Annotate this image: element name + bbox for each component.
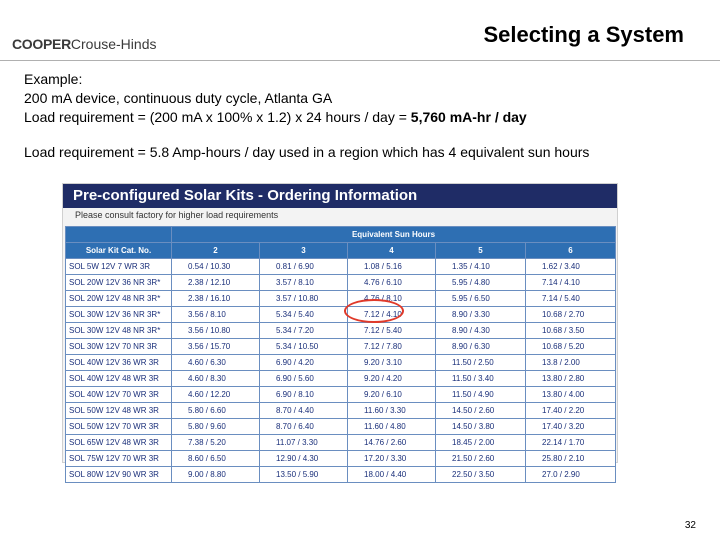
kit-value-cell: 1.08 / 5.16	[348, 259, 436, 275]
kit-value-cell: 3.56 / 15.70	[172, 339, 260, 355]
kit-value-cell: 4.60 / 6.30	[172, 355, 260, 371]
kit-value-cell: 2.38 / 12.10	[172, 275, 260, 291]
kit-value-cell: 25.80 / 2.10	[526, 451, 616, 467]
kit-value-cell: 8.70 / 4.40	[260, 403, 348, 419]
table-row	[66, 451, 616, 467]
kit-value-cell: 7.12 / 4.10	[348, 307, 436, 323]
kit-value-cell: 1.35 / 4.10	[436, 259, 526, 275]
kit-value-cell: 18.00 / 4.40	[348, 467, 436, 483]
table-row	[66, 259, 616, 275]
kit-value-cell: 9.20 / 6.10	[348, 387, 436, 403]
table-header-corner	[66, 227, 172, 243]
kit-value-cell: 5.80 / 9.60	[172, 419, 260, 435]
kit-value-cell: 17.40 / 3.20	[526, 419, 616, 435]
kit-cat-no-cell: SOL 30W 12V 70 NR 3R	[66, 339, 172, 355]
logo-brand: COOPER	[12, 36, 71, 52]
table-header-sun-hours: 6	[526, 243, 616, 259]
kit-value-cell: 11.07 / 3.30	[260, 435, 348, 451]
kit-value-cell: 5.95 / 4.80	[436, 275, 526, 291]
kit-value-cell: 14.50 / 2.60	[436, 403, 526, 419]
kit-value-cell: 8.90 / 6.30	[436, 339, 526, 355]
table-group-header: Equivalent Sun Hours	[172, 227, 616, 243]
table-row	[66, 435, 616, 451]
table-row	[66, 467, 616, 483]
kit-value-cell: 5.80 / 6.60	[172, 403, 260, 419]
kit-value-cell: 11.60 / 3.30	[348, 403, 436, 419]
kit-value-cell: 10.68 / 3.50	[526, 323, 616, 339]
example-label: Example:	[24, 71, 83, 87]
page-number: 32	[684, 520, 696, 531]
table-row	[66, 291, 616, 307]
table-header-sun-hours: 5	[436, 243, 526, 259]
kit-value-cell: 4.76 / 6.10	[348, 275, 436, 291]
header-divider	[0, 60, 720, 61]
company-logo	[12, 36, 156, 52]
kit-value-cell: 4.60 / 12.20	[172, 387, 260, 403]
kit-value-cell: 4.76 / 8.10	[348, 291, 436, 307]
kit-value-cell: 12.90 / 4.30	[260, 451, 348, 467]
kit-value-cell: 3.56 / 10.80	[172, 323, 260, 339]
kit-value-cell: 27.0 / 2.90	[526, 467, 616, 483]
kit-value-cell: 7.38 / 5.20	[172, 435, 260, 451]
table-header-cat-no: Solar Kit Cat. No.	[66, 243, 172, 259]
kit-value-cell: 13.50 / 5.90	[260, 467, 348, 483]
table-row	[66, 339, 616, 355]
kit-value-cell: 11.50 / 4.90	[436, 387, 526, 403]
kit-value-cell: 9.20 / 4.20	[348, 371, 436, 387]
table-header-sun-hours: 2	[172, 243, 260, 259]
kit-value-cell: 0.81 / 6.90	[260, 259, 348, 275]
kit-cat-no-cell: SOL 50W 12V 70 WR 3R	[66, 419, 172, 435]
kit-value-cell: 14.50 / 3.80	[436, 419, 526, 435]
kit-value-cell: 4.60 / 8.30	[172, 371, 260, 387]
kit-value-cell: 10.68 / 5.20	[526, 339, 616, 355]
kit-cat-no-cell: SOL 20W 12V 48 NR 3R*	[66, 291, 172, 307]
kit-value-cell: 1.62 / 3.40	[526, 259, 616, 275]
kit-value-cell: 13.80 / 2.80	[526, 371, 616, 387]
kit-value-cell: 14.76 / 2.60	[348, 435, 436, 451]
kit-value-cell: 3.57 / 10.80	[260, 291, 348, 307]
table-header-sun-hours: 4	[348, 243, 436, 259]
kit-value-cell: 6.90 / 4.20	[260, 355, 348, 371]
kit-cat-no-cell: SOL 50W 12V 48 WR 3R	[66, 403, 172, 419]
kit-value-cell: 5.34 / 10.50	[260, 339, 348, 355]
load-calculation	[24, 108, 589, 127]
kit-value-cell: 9.20 / 3.10	[348, 355, 436, 371]
kit-value-cell: 8.90 / 3.30	[436, 307, 526, 323]
kit-value-cell: 21.50 / 2.60	[436, 451, 526, 467]
kit-value-cell: 8.70 / 6.40	[260, 419, 348, 435]
kit-banner-title: Pre-configured Solar Kits - Ordering Information	[63, 184, 617, 208]
kit-cat-no-cell: SOL 75W 12V 70 WR 3R	[66, 451, 172, 467]
body-text	[24, 70, 589, 162]
kit-cat-no-cell: SOL 20W 12V 36 NR 3R*	[66, 275, 172, 291]
kit-value-cell: 3.57 / 8.10	[260, 275, 348, 291]
load-calculation-formula: Load requirement = (200 mA x 100% x 1.2) x 24 hours / day =	[24, 109, 411, 125]
kit-value-cell: 0.54 / 10.30	[172, 259, 260, 275]
load-summary: Load requirement = 5.8 Amp-hours / day used in a region which has 4 equivalent sun hours	[24, 144, 590, 160]
kit-note: Please consult factory for higher load requirements	[75, 210, 279, 220]
table-row	[66, 307, 616, 323]
table-row	[66, 355, 616, 371]
kit-value-cell: 18.45 / 2.00	[436, 435, 526, 451]
load-calculation-result: 5,760 mA-hr / day	[410, 109, 527, 125]
kit-cat-no-cell: SOL 65W 12V 48 WR 3R	[66, 435, 172, 451]
kit-cat-no-cell: SOL 80W 12V 90 WR 3R	[66, 467, 172, 483]
table-row	[66, 387, 616, 403]
table-row	[66, 323, 616, 339]
kit-value-cell: 7.12 / 5.40	[348, 323, 436, 339]
table-row	[66, 403, 616, 419]
kit-value-cell: 6.90 / 8.10	[260, 387, 348, 403]
kit-value-cell: 6.90 / 5.60	[260, 371, 348, 387]
highlight-circle	[344, 299, 404, 323]
logo-subtitle: Crouse-Hinds	[70, 36, 157, 52]
kit-value-cell: 9.00 / 8.80	[172, 467, 260, 483]
kit-value-cell: 8.60 / 6.50	[172, 451, 260, 467]
kit-value-cell: 22.50 / 3.50	[436, 467, 526, 483]
kit-cat-no-cell: SOL 40W 12V 48 WR 3R	[66, 371, 172, 387]
kit-value-cell: 22.14 / 1.70	[526, 435, 616, 451]
kit-value-cell: 7.14 / 5.40	[526, 291, 616, 307]
ordering-table	[65, 226, 616, 483]
kit-value-cell: 7.14 / 4.10	[526, 275, 616, 291]
example-description: 200 mA device, continuous duty cycle, Atlanta GA	[24, 90, 333, 106]
table-header-sun-hours: 3	[260, 243, 348, 259]
kit-cat-no-cell: SOL 5W 12V 7 WR 3R	[66, 259, 172, 275]
kit-value-cell: 13.80 / 4.00	[526, 387, 616, 403]
kit-value-cell: 5.34 / 7.20	[260, 323, 348, 339]
kit-value-cell: 5.95 / 6.50	[436, 291, 526, 307]
kit-cat-no-cell: SOL 40W 12V 70 WR 3R	[66, 387, 172, 403]
kit-value-cell: 11.50 / 2.50	[436, 355, 526, 371]
table-row	[66, 371, 616, 387]
kit-value-cell: 7.12 / 7.80	[348, 339, 436, 355]
kit-value-cell: 10.68 / 2.70	[526, 307, 616, 323]
kit-value-cell: 8.90 / 4.30	[436, 323, 526, 339]
kit-value-cell: 5.34 / 5.40	[260, 307, 348, 323]
kit-value-cell: 3.56 / 8.10	[172, 307, 260, 323]
kit-value-cell: 13.8 / 2.00	[526, 355, 616, 371]
table-row	[66, 419, 616, 435]
kit-value-cell: 17.20 / 3.30	[348, 451, 436, 467]
kit-cat-no-cell: SOL 40W 12V 36 WR 3R	[66, 355, 172, 371]
slide-title: Selecting a System	[483, 22, 684, 47]
kit-value-cell: 11.50 / 3.40	[436, 371, 526, 387]
kit-value-cell: 2.38 / 16.10	[172, 291, 260, 307]
kit-value-cell: 11.60 / 4.80	[348, 419, 436, 435]
table-row	[66, 275, 616, 291]
kit-value-cell: 17.40 / 2.20	[526, 403, 616, 419]
kit-cat-no-cell: SOL 30W 12V 48 NR 3R*	[66, 323, 172, 339]
solar-kit-table-panel	[62, 183, 618, 479]
kit-cat-no-cell: SOL 30W 12V 36 NR 3R*	[66, 307, 172, 323]
